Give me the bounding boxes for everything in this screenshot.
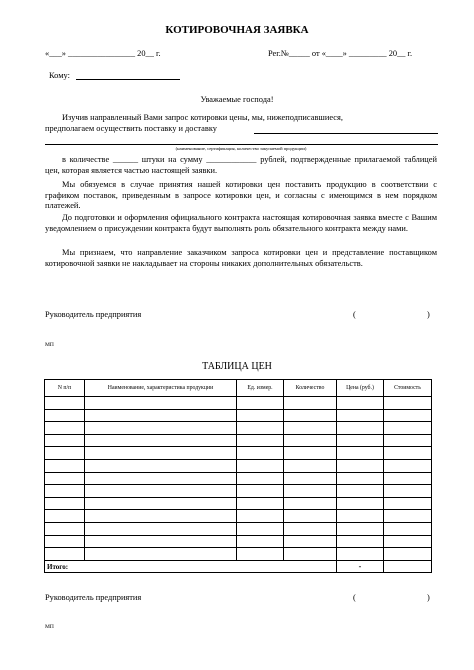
table-cell (85, 434, 237, 447)
greeting: Уважаемые господа! (200, 95, 274, 104)
delivery-line-1 (254, 133, 438, 134)
stamp-label-top: МП (45, 342, 54, 348)
table-cell (85, 447, 237, 460)
table-cell (45, 510, 85, 523)
column-header-price: Цена (руб.) (337, 380, 384, 397)
paragraph-1-line-1: Изучив направленный Вами запрос котировки цены, мы, нижеподписавшиеся, (62, 113, 343, 122)
table-row (45, 535, 432, 548)
table-cell (337, 472, 384, 485)
total-row (45, 560, 432, 573)
table-cell (384, 434, 432, 447)
table-row (45, 485, 432, 498)
column-header-number: N п/п (45, 380, 85, 397)
registration-number-field: Рег.№_____ от «____» _________ 20__ г. (268, 49, 413, 58)
table-cell (284, 409, 337, 422)
table-cell (45, 447, 85, 460)
price-table-header-row (45, 380, 432, 397)
table-cell (85, 535, 237, 548)
table-cell (284, 535, 337, 548)
table-cell (384, 459, 432, 472)
table-cell (45, 422, 85, 435)
table-row (45, 472, 432, 485)
table-cell (237, 434, 284, 447)
table-cell (237, 472, 284, 485)
paragraph-2: в количестве ______ штуки на сумму ____________ рублей, подтвержденные прилагаемой таблицей цен, которая является частью настоящей заявки. (45, 155, 437, 175)
table-cell (337, 548, 384, 561)
table-cell (384, 447, 432, 460)
table-cell (237, 409, 284, 422)
table-cell (384, 497, 432, 510)
price-table (44, 379, 432, 573)
table-cell (45, 497, 85, 510)
paragraph-3: Мы обязуемся в случае принятия нашей котировки цен поставить продукцию в соответствии с графиком поставок, приведенным в запросе котировки цен, и согласны с имеющимся в нем порядком платежей. (45, 180, 437, 211)
table-cell (45, 397, 85, 410)
table-row (45, 434, 432, 447)
column-header-cost: Стоимость (384, 380, 432, 397)
table-cell (384, 397, 432, 410)
table-row (45, 522, 432, 535)
table-cell (45, 522, 85, 535)
table-cell (45, 434, 85, 447)
table-row (45, 409, 432, 422)
table-cell (45, 459, 85, 472)
table-cell (337, 459, 384, 472)
table-cell (284, 459, 337, 472)
table-cell (45, 409, 85, 422)
table-cell (85, 548, 237, 561)
signature-paren-open-bottom: ( (353, 593, 356, 602)
table-cell (284, 434, 337, 447)
table-cell (237, 535, 284, 548)
table-cell (284, 510, 337, 523)
table-cell (85, 497, 237, 510)
table-cell (85, 510, 237, 523)
table-cell (337, 409, 384, 422)
table-row (45, 497, 432, 510)
column-header-quantity: Количество (284, 380, 337, 397)
table-cell (337, 510, 384, 523)
table-row (45, 422, 432, 435)
paragraph-5: Мы признаем, что направление заказчиком запроса котировки цен и представление поставщиком котировочной заявки не накладывает на стороны никаких дополнительных обязательств. (45, 248, 437, 268)
table-cell (384, 409, 432, 422)
table-cell (237, 447, 284, 460)
signature-paren-close-bottom: ) (427, 593, 430, 602)
table-cell (45, 485, 85, 498)
table-cell (237, 485, 284, 498)
delivery-note: (наименование, сертификация, количество закупаемой продукции) (175, 146, 307, 151)
table-cell (85, 409, 237, 422)
table-cell (284, 397, 337, 410)
table-cell (284, 485, 337, 498)
table-cell (284, 447, 337, 460)
table-cell (337, 447, 384, 460)
table-cell (284, 422, 337, 435)
table-cell (337, 497, 384, 510)
delivery-line-2 (45, 144, 438, 145)
column-header-product: Наименование, характеристика продукции (85, 380, 237, 397)
table-row (45, 447, 432, 460)
table-cell (85, 472, 237, 485)
table-cell (337, 485, 384, 498)
column-header-unit: Ед. измер. (237, 380, 284, 397)
table-cell (45, 548, 85, 561)
price-table-title: ТАБЛИЦА ЦЕН (202, 361, 272, 372)
table-cell (384, 485, 432, 498)
total-price-dash: - (337, 560, 384, 573)
table-cell (337, 535, 384, 548)
table-row (45, 397, 432, 410)
table-cell (284, 472, 337, 485)
table-cell (337, 434, 384, 447)
total-cost-cell (384, 560, 432, 573)
table-cell (337, 422, 384, 435)
table-cell (237, 422, 284, 435)
stamp-label-bottom: МП (45, 624, 54, 630)
table-cell (85, 522, 237, 535)
signature-label-bottom: Руководитель предприятия (45, 593, 142, 602)
table-cell (384, 535, 432, 548)
table-row (45, 548, 432, 561)
document-title: КОТИРОВОЧНАЯ ЗАЯВКА (165, 24, 309, 36)
table-cell (85, 422, 237, 435)
table-cell (237, 459, 284, 472)
paragraph-1-line-2: предполагаем осуществить поставку и доставку (45, 124, 217, 133)
table-cell (237, 497, 284, 510)
recipient-label: Кому: (49, 71, 70, 80)
total-label: Итого: (45, 560, 337, 573)
table-cell (85, 459, 237, 472)
recipient-line (76, 79, 180, 80)
signature-paren-close-top: ) (427, 310, 430, 319)
table-cell (384, 510, 432, 523)
signature-label-top: Руководитель предприятия (45, 310, 142, 319)
table-cell (45, 535, 85, 548)
table-cell (337, 397, 384, 410)
table-cell (384, 472, 432, 485)
table-row (45, 459, 432, 472)
table-cell (85, 485, 237, 498)
table-cell (384, 548, 432, 561)
table-cell (237, 522, 284, 535)
table-row (45, 510, 432, 523)
table-cell (284, 497, 337, 510)
table-cell (85, 397, 237, 410)
table-cell (284, 548, 337, 561)
table-cell (384, 422, 432, 435)
table-cell (284, 522, 337, 535)
table-cell (237, 397, 284, 410)
table-cell (237, 548, 284, 561)
table-cell (45, 472, 85, 485)
signature-paren-open-top: ( (353, 310, 356, 319)
table-cell (337, 522, 384, 535)
table-cell (384, 522, 432, 535)
paragraph-4: До подготовки и оформления официального контракта настоящая котировочная заявка вместе с Вашим уведомлением о присуждении контракта будут выполнять роль обязательного контракта между нами. (45, 213, 437, 233)
table-cell (237, 510, 284, 523)
date-field-left: «___» ________________ 20__ г. (45, 49, 161, 58)
